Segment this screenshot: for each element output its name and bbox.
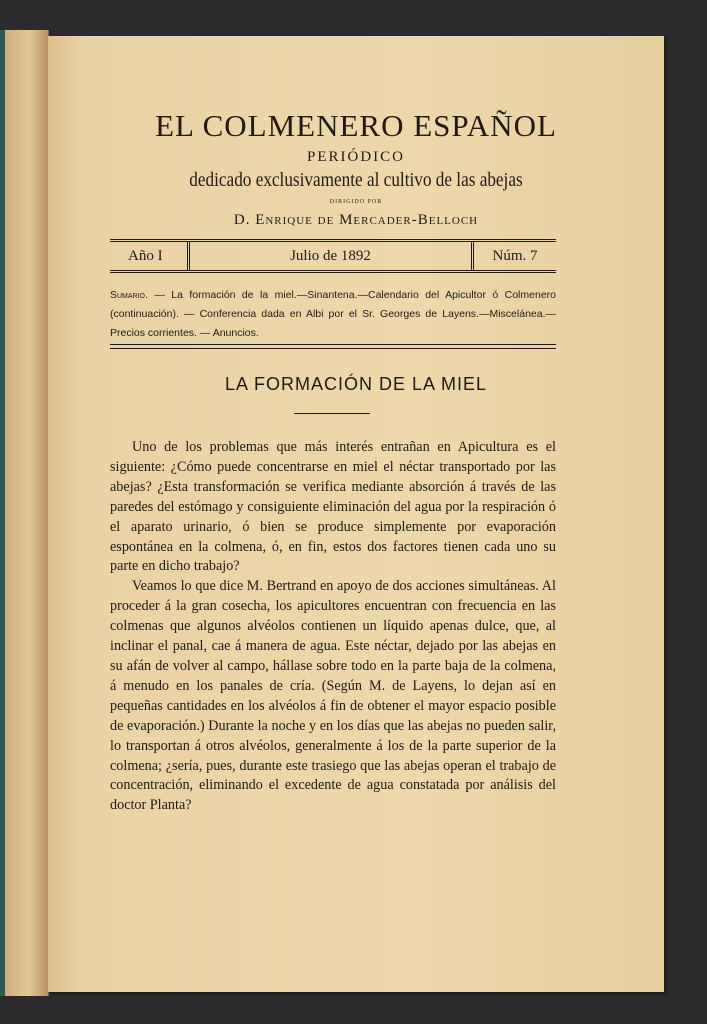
issue-date: Julio de 1892 [190,242,474,270]
summary-text: — La formación de la miel.—Sinantena.—Calendario del Apicultor ó Colmenero (continuación). — Conferencia dada en Albi por el Sr. Georges de Layens.—Miscelánea.—Precios corrientes. — Anuncios. [110,289,556,339]
director-name: D. Enrique de Mercader-Belloch [233,212,479,228]
article-heading: LA FORMACIÓN DE LA MIEL [224,374,488,394]
journal-subtitle: dedicado exclusivamente al cultivo de las abejas [189,169,523,191]
article-paragraph: Veamos lo que dice M. Bertrand en apoyo de dos acciones simultáneas. Al proceder á la gran cosecha, los apicultores encuentran con frecuencia en las colmenas que algunos alvéolos contienen un líquido apenas dulce, que, al inclinar el panal, cae á manera de agua. Este néctar, dejado por las abejas en su afán de volver al campo, hállase sobre todo en la parte baja de la colmena, á menudo en los panales de cría. (Según M. de Layens, lo dejan así en pequeñas cantidades en los alvéolos á fin de obtener el mayor espacio posible de evaporación.) Durante la noche y en los días que las abejas no pueden salir, lo transportan á otros alvéolos, generalmente á los de la parte superior de la colmena; ¿sería, pues, durante este trasiego que las abejas operan el trabajo de concentración, eliminando el excedente de agua constatada por análisis del doctor Planta? [110,578,556,814]
journal-type: PERIÓDICO [306,149,405,165]
issue-year: Año I [110,242,190,270]
summary-lead: Sumario. [110,289,148,301]
document-page [48,36,664,992]
facing-page-edge [0,30,49,996]
summary-block [110,286,556,343]
section-divider [110,344,556,349]
book-cover-edge [0,30,5,996]
article-paragraph: Uno de los problemas que más interés entrañan en Apicultura es el siguiente: ¿Cómo puede concentrarse en miel el néctar transportado por las abejas? ¿Esta transformación se verifica mediante absorción á través de las paredes del estómago y consiguiente eliminación del agua por la respiración ó el aparato urinario, ó bien se produce simplemente por evaporación espontánea en la colmena, ó, en fin, estos dos factores tienen cada uno su parte en dicho trabajo? [110,439,556,575]
article-body [110,438,556,816]
journal-title: EL COLMENERO ESPAÑOL [155,108,557,143]
heading-rule [294,413,370,414]
issue-number: Núm. 7 [492,247,538,264]
issue-info-bar [110,239,556,273]
directed-by-label: DIRIGIDO POR [329,199,383,205]
